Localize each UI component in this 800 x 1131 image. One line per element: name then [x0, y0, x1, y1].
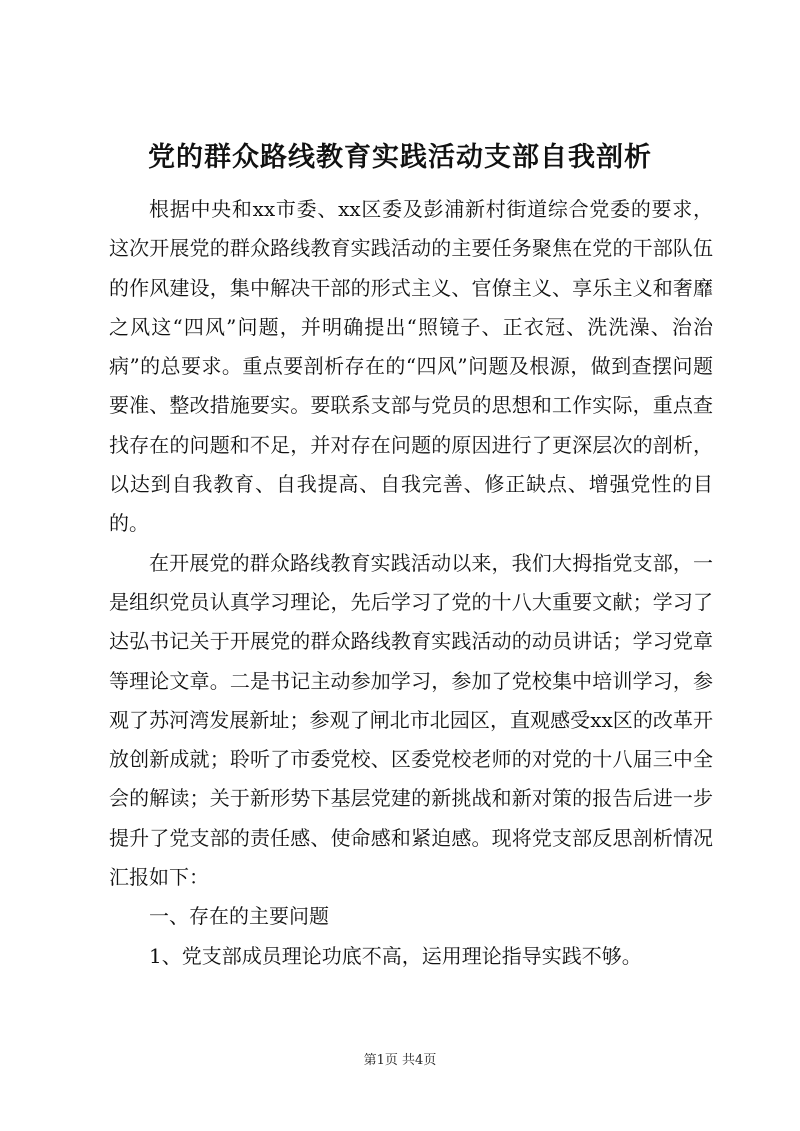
document-title: 党的群众路线教育实践活动支部自我剖析: [148, 142, 652, 173]
paragraph-activities: 在开展党的群众路线教育实践活动以来，我们大拇指党支部，一是组织党员认真学习理论，先后学习了党的十八大重要文献；学习了达弘书记关于开展党的群众路线教育实践活动的动员讲话；学习党章等理论文章。二是书记主动参加学习，参加了党校集中培训学习，参观了苏河湾发展新址；参观了闸北市北园区，直观感受xx区的改革开放创新成就；聆听了市委党校、区委党校老师的对党的十八届三中全会的解读；关于新形势下基层党建的新挑战和新对策的报告后进一步提升了党支部的责任感、使命感和紧迫感。现将党支部反思剖析情况汇报如下：: [109, 550, 713, 890]
document-body: [109, 190, 713, 976]
paragraph-intro: 根据中央和xx市委、xx区委及彭浦新村街道综合党委的要求，这次开展党的群众路线教育实践活动的主要任务聚焦在党的干部队伍的作风建设，集中解决干部的形式主义、官僚主义、享乐主义和奢靡之风这“四风”问题，并明确提出“照镜子、正衣冠、洗洗澡、治治病”的总要求。重点要剖析存在的“四风”问题及根源，做到查摆问题要准、整改措施要实。要联系支部与党员的思想和工作实际，重点查找存在的问题和不足，并对存在问题的原因进行了更深层次的剖析，以达到自我教育、自我提高、自我完善、修正缺点、增强党性的目的。: [109, 197, 713, 536]
section-heading-main-problems: 一、存在的主要问题: [149, 904, 329, 929]
paragraph-problem-1: 1、党支部成员理论功底不高，运用理论指导实践不够。: [149, 943, 642, 968]
page-footer: 第1页 共4页: [363, 1053, 437, 1068]
